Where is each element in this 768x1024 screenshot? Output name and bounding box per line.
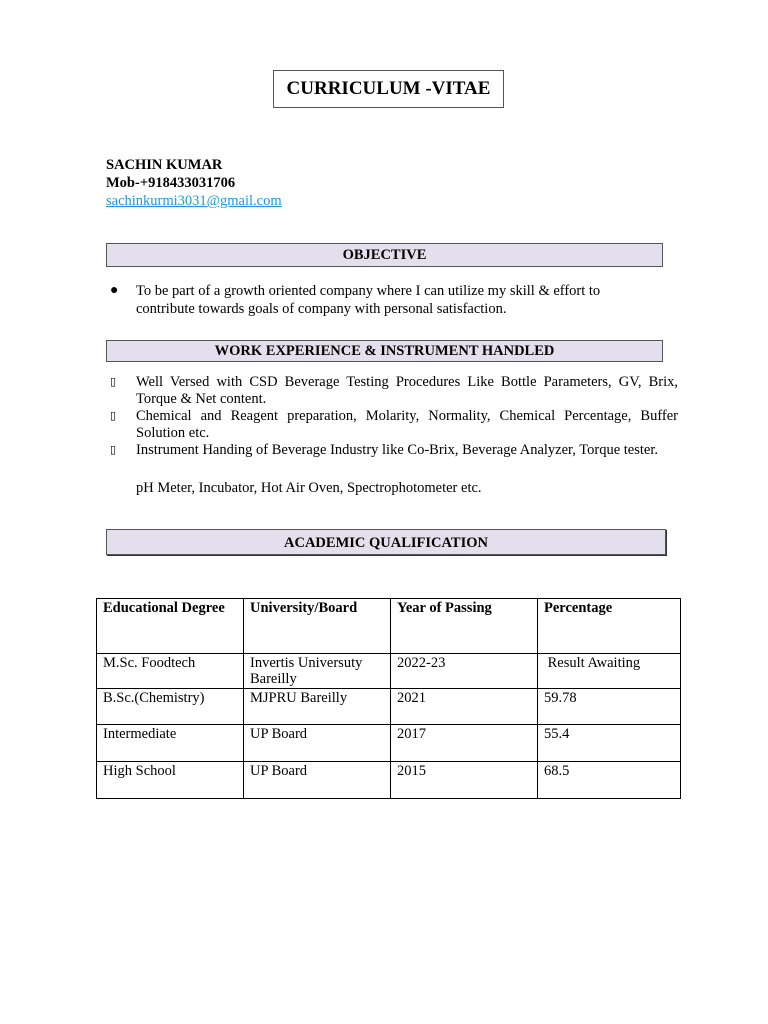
academic-table (96, 598, 681, 799)
cell-year: 2017 (391, 725, 538, 762)
table-row (97, 654, 681, 689)
header-degree: Educational Degree (97, 599, 244, 654)
work-item (110, 442, 678, 459)
email-link[interactable]: sachinkurmi3031@gmail.com (106, 193, 282, 209)
work-item (110, 374, 678, 408)
document-title: CURRICULUM -VITAE (273, 70, 504, 108)
header-percentage: Percentage (538, 599, 681, 654)
instrument-list: pH Meter, Incubator, Hot Air Oven, Spectrophotometer etc. (136, 480, 482, 496)
cell-university: MJPRU Bareilly (244, 689, 391, 725)
candidate-name: SACHIN KUMAR (106, 157, 223, 173)
header-year: Year of Passing (391, 599, 538, 654)
cell-percentage: 68.5 (538, 762, 681, 799)
header-university: University/Board (244, 599, 391, 654)
contact-block (106, 156, 282, 210)
bullet-dot-icon: ● (110, 283, 119, 298)
cell-degree: Intermediate (97, 725, 244, 762)
cell-percentage: 55.4 (538, 725, 681, 762)
objective-text: To be part of a growth oriented company where I can utilize my skill & effort to contribute towards goals of company with personal satisfaction. (136, 283, 601, 317)
table-header-row (97, 599, 681, 654)
work-item (110, 408, 678, 442)
bullet-marker-icon: ▯ (110, 444, 117, 456)
work-item-text: Instrument Handing of Beverage Industry like Co-Brix, Beverage Analyzer, Torque tester. (136, 442, 658, 458)
academic-heading: ACADEMIC QUALIFICATION (106, 529, 666, 555)
table-row (97, 725, 681, 762)
cell-university: Invertis Universuty Bareilly (244, 654, 391, 689)
table-row (97, 689, 681, 725)
work-item-text: Chemical and Reagent preparation, Molarity, Normality, Chemical Percentage, Buffer Solution etc. (136, 408, 678, 441)
cell-percentage: 59.78 (538, 689, 681, 725)
cell-year: 2021 (391, 689, 538, 725)
cell-degree: High School (97, 762, 244, 799)
cell-degree: B.Sc.(Chemistry) (97, 689, 244, 725)
bullet-marker-icon: ▯ (110, 376, 117, 388)
cell-year: 2022-23 (391, 654, 538, 689)
cell-university: UP Board (244, 762, 391, 799)
cell-university: UP Board (244, 725, 391, 762)
bullet-marker-icon: ▯ (110, 410, 117, 422)
work-experience-heading: WORK EXPERIENCE & INSTRUMENT HANDLED (106, 340, 663, 362)
work-item-text: Well Versed with CSD Beverage Testing Procedures Like Bottle Parameters, GV, Brix, Torque & Net content. (136, 374, 678, 407)
table-row (97, 762, 681, 799)
mobile-number: Mob-+918433031706 (106, 175, 236, 191)
cell-percentage: Result Awaiting (538, 654, 681, 689)
objective-heading: OBJECTIVE (106, 243, 663, 267)
work-list (110, 374, 678, 459)
cell-year: 2015 (391, 762, 538, 799)
cell-degree: M.Sc. Foodtech (97, 654, 244, 689)
